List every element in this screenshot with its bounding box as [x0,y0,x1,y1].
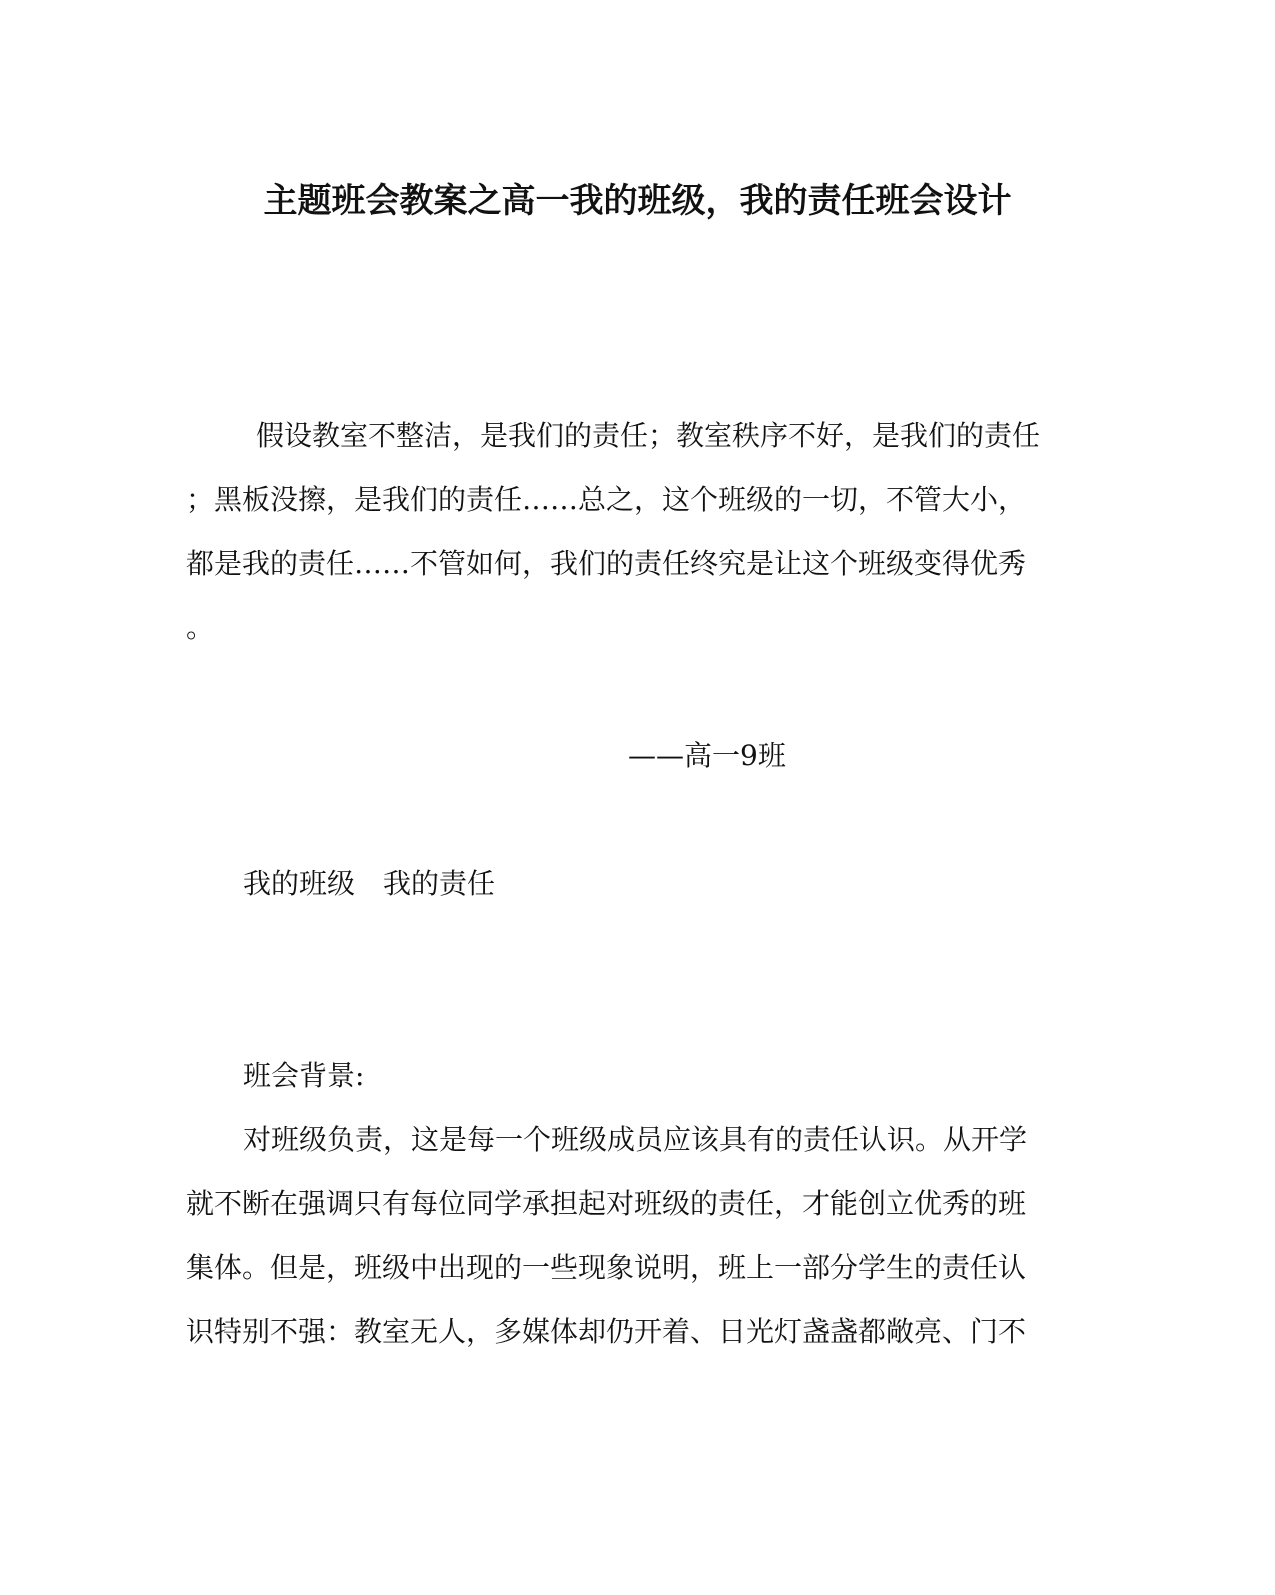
quote-line: 都是我的责任……不管如何，我们的责任终究是让这个班级变得优秀 [186,547,1027,580]
quote-line: ；黑板没擦，是我们的责任……总之，这个班级的一切，不管大小， [186,483,1027,516]
quote-line: 假设教室不整洁，是我们的责任；教室秩序不好，是我们的责任 [256,419,1041,452]
document-title: 主题班会教案之高一我的班级，我的责任班会设计 [263,181,1012,221]
paragraph-line: 就不断在强调只有每位同学承担起对班级的责任，才能创立优秀的班 [186,1187,1027,1220]
slogan: 我的班级 我的责任 [243,867,496,900]
paragraph-line: 识特别不强：教室无人，多媒体却仍开着、日光灯盏盏都敞亮、门不 [186,1315,1027,1348]
paragraph-line: 对班级负责，这是每一个班级成员应该具有的责任认识。从开学 [243,1123,1028,1156]
section-heading: 班会背景: [243,1059,365,1092]
paragraph-line: 集体。但是，班级中出现的一些现象说明，班上一部分学生的责任认 [186,1251,1027,1284]
quote-line: 。 [186,611,215,644]
quote-attribution: ——高一9班 [628,739,786,772]
